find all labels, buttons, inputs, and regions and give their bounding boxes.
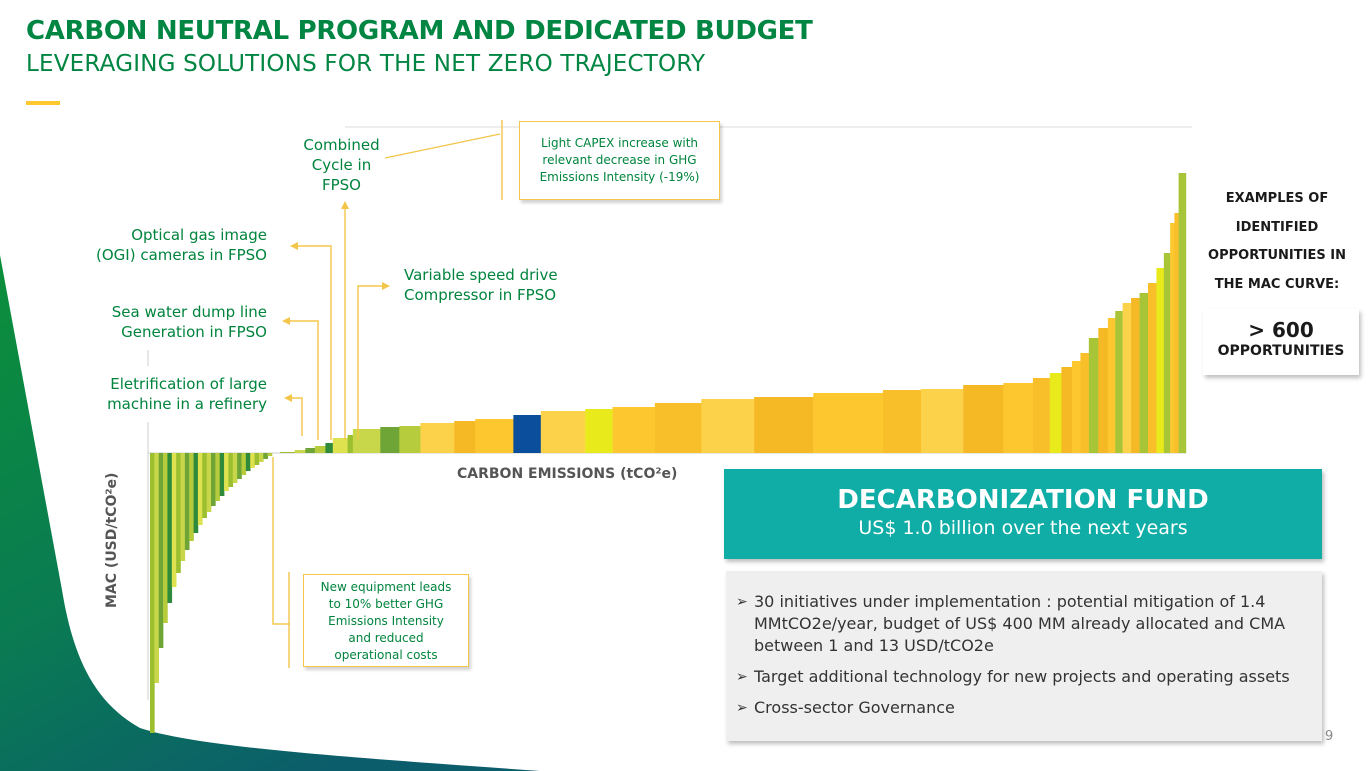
mac-bar-positive <box>280 452 295 453</box>
mac-bar-negative <box>194 453 199 533</box>
mac-bar-negative <box>263 453 268 459</box>
mac-bar-positive <box>963 385 1003 453</box>
mac-bar-positive <box>315 446 326 453</box>
mac-bar-negative <box>268 453 273 456</box>
negative-bars <box>150 453 272 733</box>
mac-bar-positive <box>1080 353 1089 453</box>
mac-bar-negative <box>167 453 172 603</box>
arrow-vsd <box>382 282 390 290</box>
mac-bar-positive <box>585 409 613 453</box>
arrow-ccfpso <box>341 201 349 209</box>
arrow-heads <box>282 201 390 402</box>
opportunities-count: > 600 <box>1248 318 1314 342</box>
mac-bar-positive <box>1148 283 1157 453</box>
initiative-item: ➢ Cross-sector Governance <box>736 698 955 717</box>
decarbonization-fund-banner <box>724 469 1322 559</box>
callout-new-equipment: New equipment leads to 10% better GHG Emissions Intensity and reduced operational costs <box>303 574 469 667</box>
arrow-ogi <box>290 242 298 250</box>
page-subtitle: LEVERAGING SOLUTIONS FOR THE NET ZERO TRAJECTORY <box>26 51 706 77</box>
mac-bar-positive <box>1050 373 1062 453</box>
mac-bar-positive <box>380 427 399 453</box>
mac-bar-positive <box>1098 328 1108 453</box>
mac-bar-positive <box>1156 268 1164 453</box>
callout-light-capex: Light CAPEX increase with relevant decrease in GHG Emissions Intensity (-19%) <box>519 121 720 200</box>
mac-bar-positive <box>655 403 702 453</box>
mac-bar-positive <box>305 448 315 453</box>
mac-bar-positive <box>541 411 586 453</box>
mac-bar-positive <box>1108 318 1116 453</box>
initiative-item: ➢ 30 initiatives under implementation : potential mitigation of 1.4 MMtCO2e/year, budget of US$ 400 MM already allocated and CMA between 1 and 13 USD/tCO2e <box>736 592 1286 655</box>
mac-bar-positive <box>325 443 333 453</box>
y-axis-label: MAC (USD/tCO²e) <box>104 472 120 608</box>
mac-bar-positive <box>1174 213 1178 453</box>
mac-bar-positive <box>1131 298 1140 453</box>
mac-bar-positive <box>1061 367 1072 453</box>
mac-bar-positive <box>295 450 306 453</box>
mac-bar-positive <box>1089 338 1099 453</box>
mac-bar-negative <box>159 453 164 648</box>
mac-bar-negative <box>224 453 229 491</box>
mac-bar-positive <box>883 390 921 453</box>
arrow-bullet-icon: ➢ <box>736 594 748 610</box>
mac-bar-negative <box>255 453 260 465</box>
mac-bar-negative <box>220 453 225 496</box>
mac-bar-negative <box>246 453 251 471</box>
leader-ogi <box>296 246 331 440</box>
mac-bar-negative <box>211 453 216 506</box>
mac-bar-positive <box>475 419 513 453</box>
mac-bar-positive <box>420 423 454 453</box>
leader-vsd <box>358 286 384 440</box>
mac-bar-negative <box>176 453 181 573</box>
mac-bar-positive <box>1179 173 1187 453</box>
mac-bar-negative <box>207 453 212 512</box>
mac-bar-negative <box>198 453 203 525</box>
mac-bar-negative <box>202 453 207 518</box>
x-axis-label: CARBON EMISSIONS (tCO²e) <box>457 466 678 482</box>
mac-bar-positive <box>399 426 420 453</box>
arrow-bullet-icon: ➢ <box>736 700 748 716</box>
leader-elet <box>290 398 302 436</box>
arrow-elet <box>284 394 292 402</box>
mac-bar-positive <box>1115 311 1123 453</box>
opportunities-box <box>1203 309 1359 375</box>
mac-bar-positive <box>813 393 883 453</box>
page-title: CARBON NEUTRAL PROGRAM AND DEDICATED BUDGET <box>26 16 813 46</box>
fund-title: DECARBONIZATION FUND <box>837 485 1209 515</box>
mac-bar-positive <box>333 438 348 453</box>
mac-bar-negative <box>163 453 168 623</box>
mac-bar-negative <box>237 453 242 479</box>
initiatives-box <box>726 571 1322 741</box>
positive-bars <box>280 173 1186 453</box>
annotation-ogi-cameras: Optical gas image (OGI) cameras in FPSO <box>96 226 267 264</box>
mac-bar-negative <box>185 453 190 550</box>
fund-subtitle: US$ 1.0 billion over the next years <box>858 517 1188 539</box>
mac-bar-positive <box>701 399 754 453</box>
leader-neweq <box>273 457 290 624</box>
mac-bar-positive <box>1123 303 1132 453</box>
mac-bar-positive <box>1072 361 1081 453</box>
initiative-item: ➢ Target additional technology for new projects and operating assets <box>736 667 1290 686</box>
mac-bar-negative <box>233 453 238 483</box>
mac-bar-positive <box>353 429 381 453</box>
mac-bar-negative <box>259 453 264 462</box>
mac-bar-negative <box>189 453 194 541</box>
opportunities-label: OPPORTUNITIES <box>1217 343 1345 359</box>
mac-bar-negative <box>154 453 159 683</box>
examples-heading: EXAMPLES OF IDENTIFIED OPPORTUNITIES IN THE MAC CURVE: <box>1208 191 1346 292</box>
mac-bar-positive <box>1003 383 1033 453</box>
mac-bar-negative <box>172 453 177 587</box>
mac-bar-negative <box>181 453 186 561</box>
annotation-variable-speed-drive: Variable speed drive Compressor in FPSO <box>404 266 558 304</box>
mac-bar-negative <box>150 453 155 733</box>
mac-bar-positive <box>454 421 475 453</box>
mac-bar-positive <box>1033 378 1050 453</box>
mac-bar-positive <box>348 435 353 453</box>
arrow-bullet-icon: ➢ <box>736 669 748 685</box>
leader-combined-to-capex <box>385 134 500 158</box>
annotation-sea-water-dump: Sea water dump line Generation in FPSO <box>111 303 267 341</box>
mac-bar-positive <box>1164 253 1171 453</box>
mac-bar-positive <box>921 389 963 453</box>
mac-bar-positive <box>754 397 813 453</box>
mac-bar-negative <box>250 453 255 468</box>
mac-bar-positive <box>1170 223 1174 453</box>
mac-bar-negative <box>242 453 247 475</box>
mac-bar-positive <box>613 407 655 453</box>
mac-bar-positive <box>513 415 541 453</box>
mac-bar-negative <box>228 453 233 487</box>
mac-bar-negative <box>215 453 220 501</box>
annotation-eletrification: Eletrification of large machine in a refinery <box>107 375 267 413</box>
arrow-sea <box>282 317 290 325</box>
page-number: 9 <box>1325 729 1334 744</box>
annotation-combined-cycle: Combined Cycle in FPSO <box>303 136 380 194</box>
mac-bar-positive <box>1140 293 1149 453</box>
leader-sea <box>288 321 318 440</box>
